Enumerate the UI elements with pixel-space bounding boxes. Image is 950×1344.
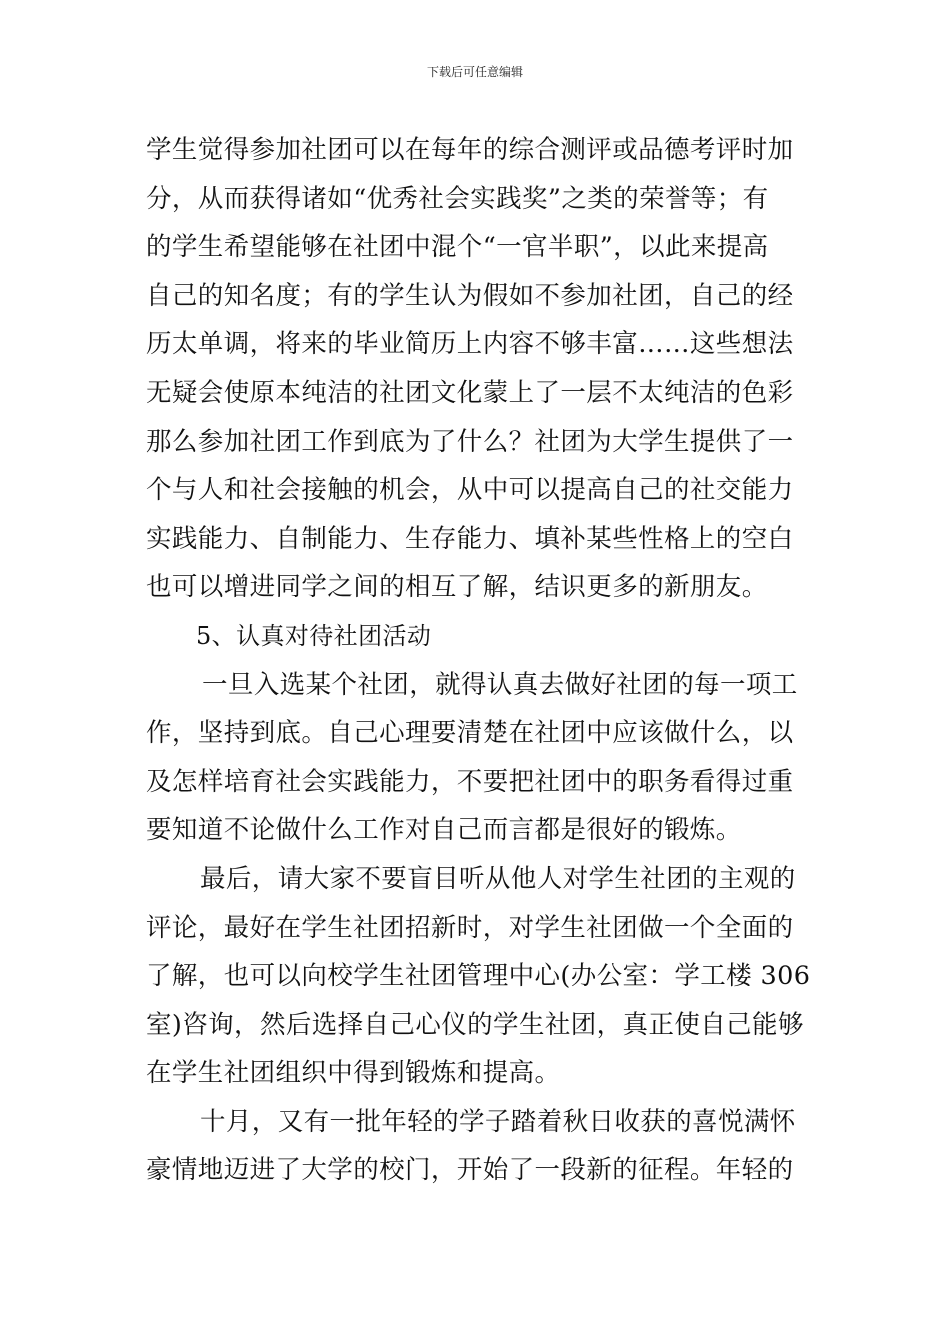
text-line: 分，从而获得诸如“优秀社会实践奖”之类的荣誉等；有 bbox=[146, 183, 769, 214]
text-line: 的学生希望能够在社团中混个“一官半职”，以此来提高 bbox=[146, 232, 769, 263]
text-line: 那么参加社团工作到底为了什么？社团为大学生提供了一 bbox=[146, 426, 794, 457]
text-line: 实践能力、自制能力、生存能力、填补某些性格上的空白 bbox=[146, 523, 794, 554]
text-line: 学生觉得参加社团可以在每年的综合测评或品德考评时加 bbox=[146, 135, 794, 165]
section-heading: 5、认真对待社团活动 bbox=[196, 621, 432, 650]
page-header-note: 下载后可任意编辑 bbox=[426, 65, 523, 79]
text-line: 室)咨询，然后选择自己心仪的学生社团，真正使自己能够 bbox=[146, 1009, 804, 1040]
text-line: 也可以增进同学之间的相互了解，结识更多的新朋友。 bbox=[146, 572, 768, 603]
text-line: 无疑会使原本纯洁的社团文化蒙上了一层不太纯洁的色彩 bbox=[146, 377, 794, 408]
text-line: 及怎样培育社会实践能力，不要把社团中的职务看得过重 bbox=[146, 766, 794, 797]
text-line: 作，坚持到底。自己心理要清楚在社团中应该做什么，以 bbox=[146, 718, 794, 749]
paragraph-start-line: 最后，请大家不要盲目听从他人对学生社团的主观的 bbox=[200, 863, 796, 894]
text-line: 了解，也可以向校学生社团管理中心(办公室：学工楼 306 bbox=[146, 961, 811, 992]
text-line: 豪情地迈进了大学的校门，开始了一段新的征程。年轻的 bbox=[146, 1155, 794, 1186]
text-line: 要知道不论做什么工作对自己而言都是很好的锻炼。 bbox=[146, 815, 742, 846]
text-line: 历太单调，将来的毕业简历上内容不够丰富……这些想法 bbox=[146, 329, 794, 360]
document-body bbox=[146, 126, 816, 1195]
paragraph-start-line: 一旦入选某个社团，就得认真去做好社团的每一项工 bbox=[202, 669, 798, 700]
text-line: 在学生社团组织中得到锻炼和提高。 bbox=[146, 1058, 561, 1089]
text-line: 评论，最好在学生社团招新时，对学生社团做一个全面的 bbox=[146, 912, 794, 943]
paragraph-start-line: 十月，又有一批年轻的学子踏着秋日收获的喜悦满怀 bbox=[200, 1106, 796, 1137]
text-line: 个与人和社会接触的机会，从中可以提高自己的社交能力 bbox=[146, 475, 794, 506]
text-line: 自己的知名度；有的学生认为假如不参加社团，自己的经 bbox=[146, 280, 794, 311]
